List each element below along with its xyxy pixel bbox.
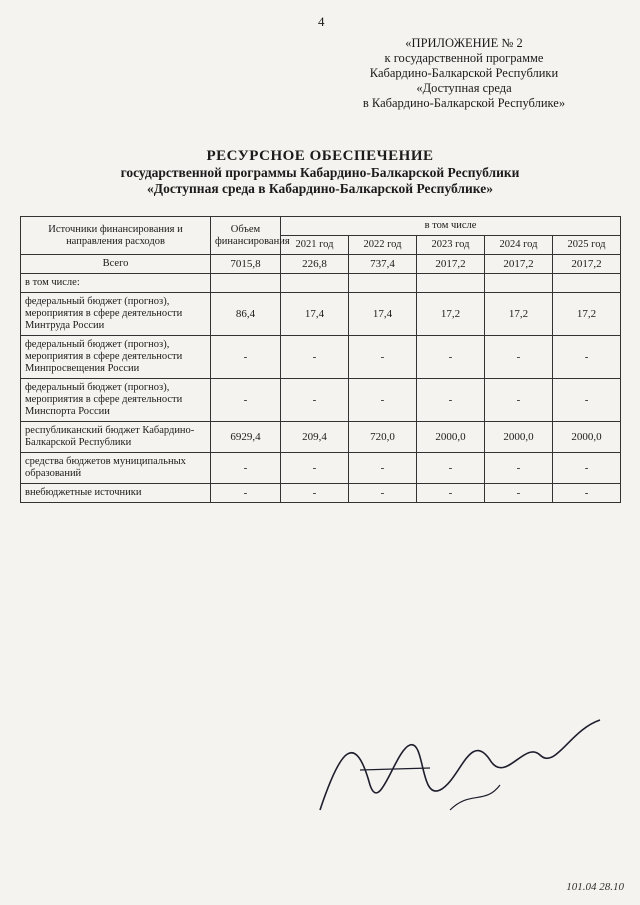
handwritten-signature bbox=[300, 690, 630, 840]
annex-line: Кабардино-Балкарской Республики bbox=[369, 66, 559, 80]
cell-y2022: - bbox=[349, 484, 417, 503]
cell-volume: - bbox=[211, 379, 281, 422]
header-volume: Объем финансирования bbox=[211, 217, 281, 255]
table-row bbox=[21, 379, 621, 422]
cell-y2022: 737,4 bbox=[349, 255, 417, 274]
annex-line: «Доступная среда bbox=[416, 81, 512, 95]
cell-volume: 7015,8 bbox=[211, 255, 281, 274]
resource-table bbox=[20, 216, 621, 503]
row-source: в том числе: bbox=[21, 274, 211, 293]
header-year: 2024 год bbox=[485, 236, 553, 255]
cell-y2022: 720,0 bbox=[349, 422, 417, 453]
cell-y2021: 209,4 bbox=[281, 422, 349, 453]
cell-y2025: - bbox=[553, 453, 621, 484]
cell-y2025: - bbox=[553, 379, 621, 422]
cell-volume: 6929,4 bbox=[211, 422, 281, 453]
cell-y2021: - bbox=[281, 379, 349, 422]
cell-y2024: 2017,2 bbox=[485, 255, 553, 274]
cell-y2023: 17,2 bbox=[417, 293, 485, 336]
cell-volume: - bbox=[211, 453, 281, 484]
cell-volume: - bbox=[211, 484, 281, 503]
header-year: 2022 год bbox=[349, 236, 417, 255]
cell-y2024: - bbox=[485, 453, 553, 484]
row-source: федеральный бюджет (прогноз), мероприятия в сфере деятельности Минпросвещения России bbox=[21, 336, 211, 379]
cell-y2021 bbox=[281, 274, 349, 293]
header-year: 2025 год bbox=[553, 236, 621, 255]
header-including: в том числе bbox=[281, 217, 621, 236]
cell-volume: - bbox=[211, 336, 281, 379]
header-source: Источники финансирования и направления расходов bbox=[21, 217, 211, 255]
table-body bbox=[21, 255, 621, 503]
cell-volume: 86,4 bbox=[211, 293, 281, 336]
cell-y2025: 2000,0 bbox=[553, 422, 621, 453]
cell-y2022: - bbox=[349, 453, 417, 484]
cell-y2022: - bbox=[349, 379, 417, 422]
table-row bbox=[21, 274, 621, 293]
table-row bbox=[21, 336, 621, 379]
cell-y2023: - bbox=[417, 453, 485, 484]
cell-y2025: 17,2 bbox=[553, 293, 621, 336]
cell-y2021: 17,4 bbox=[281, 293, 349, 336]
annex-line: «ПРИЛОЖЕНИЕ № 2 bbox=[405, 36, 523, 50]
cell-y2023: - bbox=[417, 484, 485, 503]
cell-y2021: - bbox=[281, 453, 349, 484]
cell-y2023: 2000,0 bbox=[417, 422, 485, 453]
table-row bbox=[21, 453, 621, 484]
header-year: 2021 год bbox=[281, 236, 349, 255]
table-row bbox=[21, 293, 621, 336]
row-source: федеральный бюджет (прогноз), мероприятия в сфере деятельности Минтруда России bbox=[21, 293, 211, 336]
row-source: средства бюджетов муниципальных образований bbox=[21, 453, 211, 484]
row-source: республиканский бюджет Кабардино-Балкарской Республики bbox=[21, 422, 211, 453]
cell-y2025: - bbox=[553, 336, 621, 379]
cell-y2022: - bbox=[349, 336, 417, 379]
page-number: 4 bbox=[318, 14, 325, 29]
cell-y2024: - bbox=[485, 379, 553, 422]
cell-y2021: - bbox=[281, 336, 349, 379]
cell-y2024: - bbox=[485, 484, 553, 503]
cell-volume bbox=[211, 274, 281, 293]
cell-y2025: - bbox=[553, 484, 621, 503]
table-row bbox=[21, 484, 621, 503]
row-source: федеральный бюджет (прогноз), мероприятия в сфере деятельности Минспорта России bbox=[21, 379, 211, 422]
registration-stamp: 101.04 28.10 bbox=[566, 881, 624, 893]
cell-y2023: 2017,2 bbox=[417, 255, 485, 274]
table-row bbox=[21, 422, 621, 453]
cell-y2021: 226,8 bbox=[281, 255, 349, 274]
cell-y2023: - bbox=[417, 379, 485, 422]
cell-y2023: - bbox=[417, 336, 485, 379]
title-line: «Доступная среда в Кабардино-Балкарской Республике» bbox=[147, 181, 493, 196]
cell-y2024: 17,2 bbox=[485, 293, 553, 336]
row-source: внебюджетные источники bbox=[21, 484, 211, 503]
cell-y2025 bbox=[553, 274, 621, 293]
document-title bbox=[20, 148, 620, 197]
cell-y2024: 2000,0 bbox=[485, 422, 553, 453]
cell-y2022: 17,4 bbox=[349, 293, 417, 336]
header-year: 2023 год bbox=[417, 236, 485, 255]
cell-y2025: 2017,2 bbox=[553, 255, 621, 274]
annex-line: к государственной программе bbox=[384, 51, 544, 65]
title-line: государственной программы Кабардино-Балкарской Республики bbox=[120, 165, 520, 180]
annex-header bbox=[314, 36, 614, 111]
cell-y2024 bbox=[485, 274, 553, 293]
table-row bbox=[21, 255, 621, 274]
annex-line: в Кабардино-Балкарской Республике» bbox=[362, 96, 566, 110]
cell-y2023 bbox=[417, 274, 485, 293]
cell-y2022 bbox=[349, 274, 417, 293]
title-line: РЕСУРСНОЕ ОБЕСПЕЧЕНИЕ bbox=[206, 148, 434, 164]
cell-y2024: - bbox=[485, 336, 553, 379]
cell-y2021: - bbox=[281, 484, 349, 503]
row-source: Всего bbox=[21, 255, 211, 274]
